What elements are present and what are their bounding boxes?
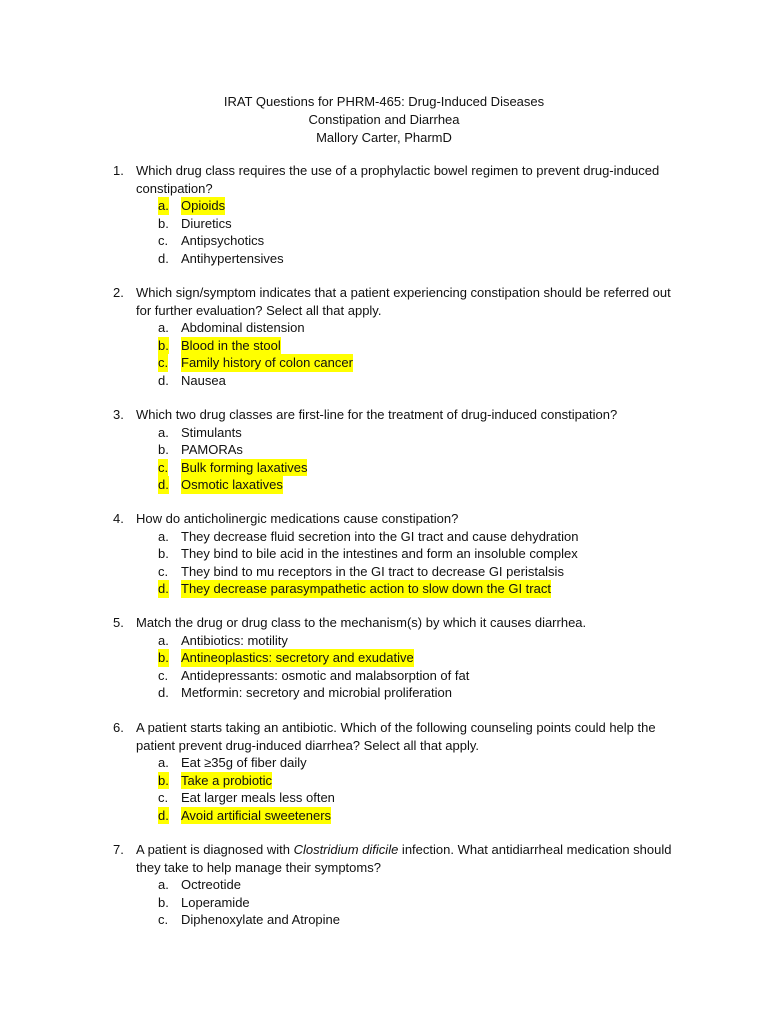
answer-option-a [0,632,768,650]
answer-option-c [0,459,768,477]
option-text: They bind to mu receptors in the GI tract to decrease GI peristalsis [181,563,564,579]
option-text: Octreotide [181,877,241,892]
document-author: Mallory Carter, PharmD [316,130,452,145]
question-number: 2. [113,285,124,300]
option-letter: d. [158,807,169,823]
answer-option-a [0,528,768,546]
option-letter: c. [158,233,169,248]
question-text [136,841,676,876]
option-text: Antibiotics: motility [181,632,288,648]
option-letter: a. [158,424,169,440]
option-text: Family history of colon cancer [181,355,353,370]
answer-option-b [0,772,768,790]
answer-option-d [0,476,768,494]
option-letter: d. [158,581,169,596]
question-text: Which two drug classes are first-line for the treatment of drug-induced constipation? [136,407,618,422]
option-letter: c. [158,912,169,927]
answer-option-b [0,545,768,563]
answer-option-d [0,684,768,702]
question-1 [0,162,768,267]
question-number: 1. [113,163,124,178]
answer-option-b [0,894,768,912]
option-text: Osmotic laxatives [181,477,283,492]
option-letter: b. [158,215,169,231]
option-letter: c. [158,459,169,475]
question-7 [0,841,768,929]
question-text-end: infection. What antidiarrheal medication should they take to help manage their symptoms? [136,842,672,875]
question-number: 6. [113,720,124,735]
option-text: Antihypertensives [181,250,284,266]
option-text: Diphenoxylate and Atropine [181,912,341,927]
option-letter: a. [158,755,169,770]
option-letter: c. [158,667,169,683]
question-3 [0,406,768,494]
option-text: Stimulants [181,424,242,440]
option-letter: b. [158,894,169,910]
option-text: Avoid artificial sweeteners [181,807,332,823]
question-number: 3. [113,407,124,422]
option-letter: a. [158,877,169,892]
question-number: 5. [113,615,124,630]
option-text: They decrease fluid secretion into the GI tract and cause dehydration [181,528,579,544]
option-text: They decrease parasympathetic action to slow down the GI tract [181,581,551,596]
option-letter: b. [158,337,169,353]
answer-option-d [0,372,768,390]
question-text-start: A patient is diagnosed with [136,842,294,857]
answer-option-b [0,441,768,459]
option-letter: c. [158,790,169,805]
option-text: Antineoplastics: secretory and exudative [181,650,414,665]
option-text: Nausea [181,372,226,388]
question-text: Match the drug or drug class to the mechanism(s) by which it causes diarrhea. [136,615,587,630]
question-4 [0,510,768,598]
question-number: 4. [113,511,124,526]
option-letter: d. [158,372,169,388]
answer-option-a [0,754,768,772]
option-text: Diuretics [181,215,232,231]
question-number: 7. [113,842,124,857]
question-6 [0,719,768,824]
document-header [0,93,768,147]
option-text: Take a probiotic [181,772,273,788]
answer-option-b [0,649,768,667]
answer-option-a [0,319,768,337]
option-letter: a. [158,528,169,544]
option-letter: b. [158,546,169,561]
option-text: Bulk forming laxatives [181,459,308,475]
answer-option-d [0,807,768,825]
question-text: Which sign/symptom indicates that a patient experiencing constipation should be referred out for further evaluation? Select all that apply. [136,285,671,318]
answer-option-b [0,337,768,355]
answer-option-c [0,789,768,807]
option-text: Eat larger meals less often [181,790,335,805]
answer-option-c [0,354,768,372]
answer-option-b [0,215,768,233]
answer-option-a [0,876,768,894]
option-letter: b. [158,772,169,788]
document-title: IRAT Questions for PHRM-465: Drug-Induced Diseases [223,94,545,109]
option-letter: b. [158,442,169,457]
organism-name: Clostridium dificile [293,842,399,857]
answer-option-d [0,580,768,598]
option-text: Antidepressants: osmotic and malabsorption of fat [181,667,470,683]
document-subtitle: Constipation and Diarrhea [308,112,460,127]
option-letter: a. [158,632,169,648]
question-text: A patient starts taking an antibiotic. Which of the following counseling points could help the patient prevent drug-induced diarrhea? Select all that apply. [136,720,656,753]
option-letter: b. [158,650,169,665]
option-letter: c. [158,355,169,370]
question-5 [0,614,768,702]
answer-option-c [0,667,768,685]
option-letter: d. [158,685,169,700]
option-text: They bind to bile acid in the intestines and form an insoluble complex [181,546,578,561]
option-letter: d. [158,477,169,492]
option-text: Abdominal distension [181,320,305,335]
option-letter: a. [158,198,169,213]
answer-option-a [0,424,768,442]
question-2 [0,284,768,389]
option-text: Eat ≥35g of fiber daily [181,755,307,770]
option-text: Antipsychotics [181,233,265,248]
answer-option-c [0,911,768,929]
option-text: Metformin: secretory and microbial proliferation [181,685,452,700]
question-text: Which drug class requires the use of a prophylactic bowel regimen to prevent drug-induced constipation? [136,163,660,196]
answer-option-a [0,197,768,215]
answer-option-c [0,232,768,250]
question-text: How do anticholinergic medications cause constipation? [136,511,459,526]
option-text: Blood in the stool [181,337,281,353]
option-text: Loperamide [181,894,250,910]
answer-option-d [0,250,768,268]
option-letter: c. [158,563,169,579]
option-letter: a. [158,320,169,335]
option-letter: d. [158,250,169,266]
answer-option-c [0,563,768,581]
option-text: Opioids [181,198,226,213]
option-text: PAMORAs [181,442,243,457]
